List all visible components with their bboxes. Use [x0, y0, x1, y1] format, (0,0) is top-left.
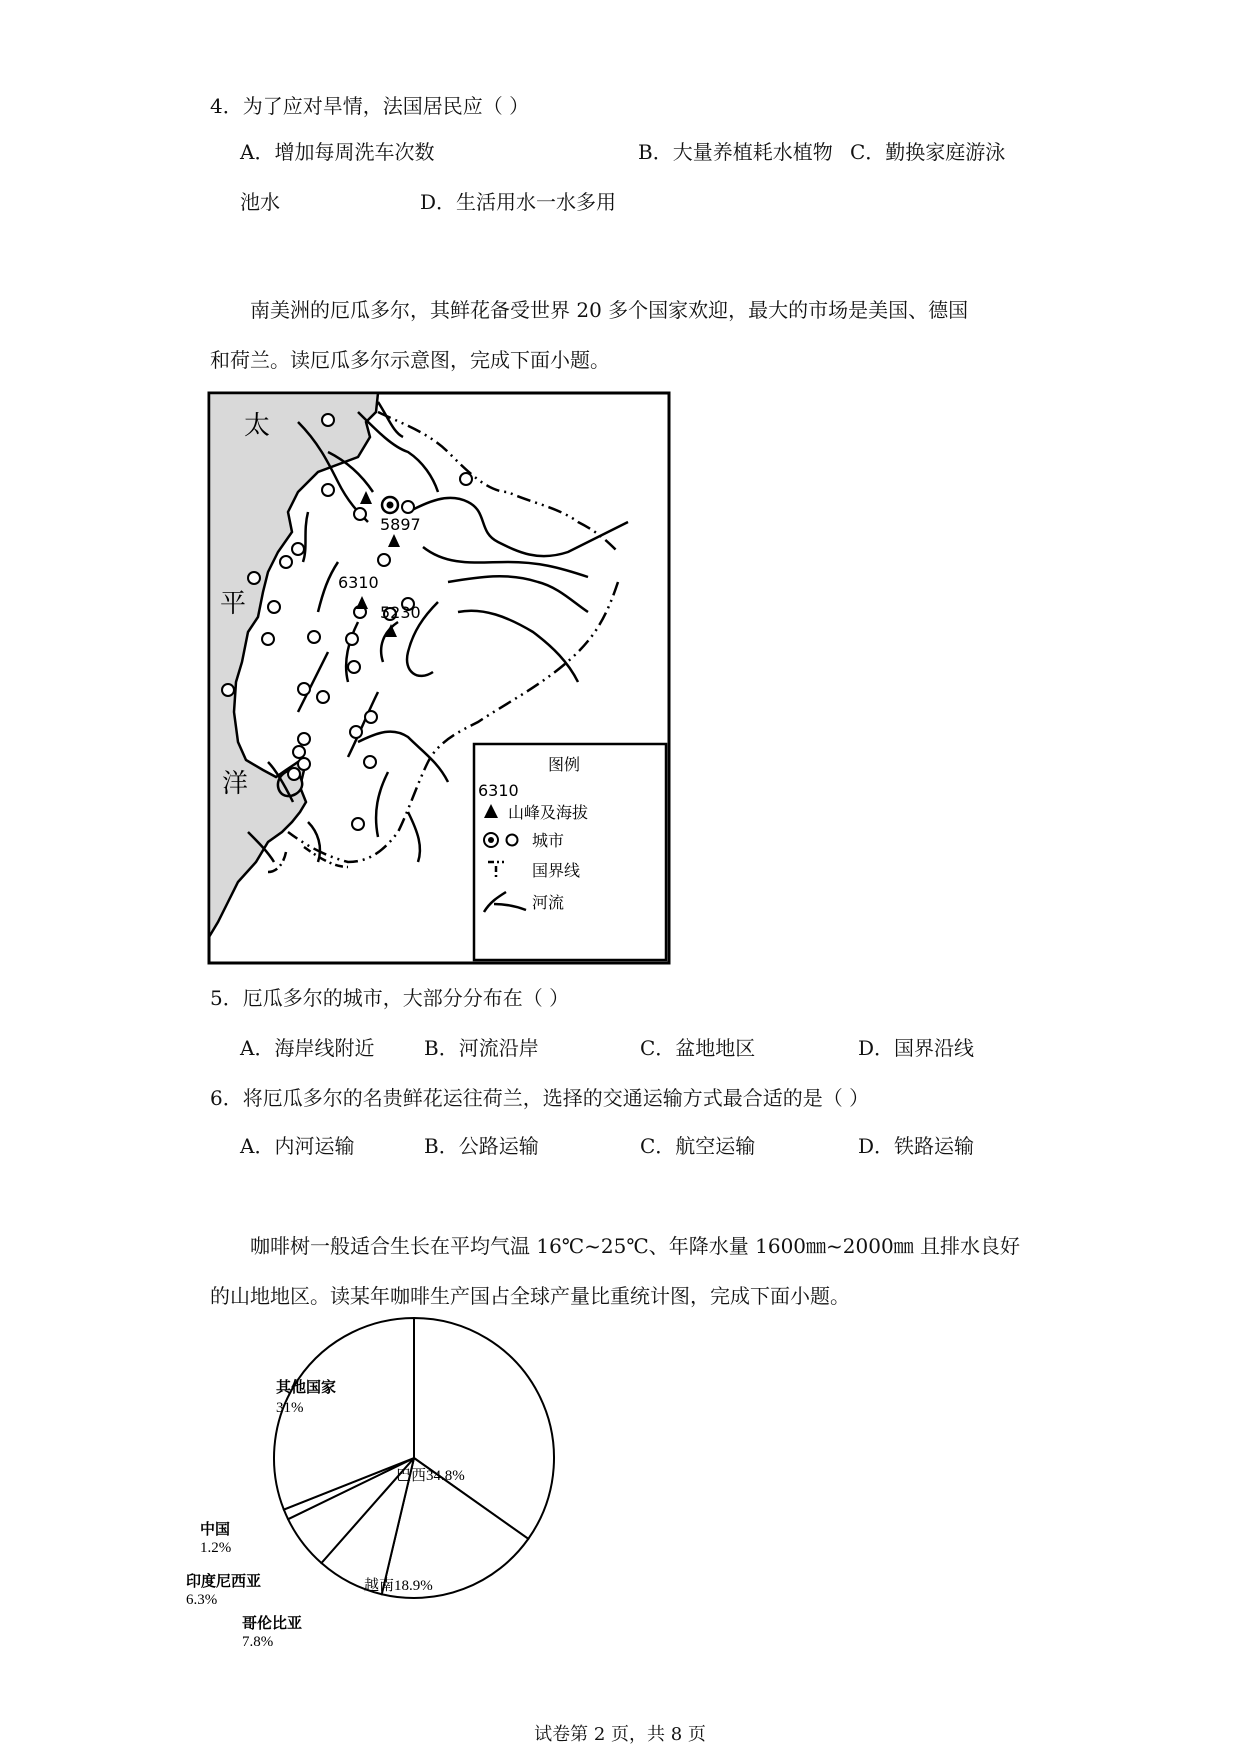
q4-option-a: A．增加每周洗车次数: [240, 140, 435, 164]
capital-city: [382, 497, 398, 513]
pie-label-colombia-name: 哥伦比亚: [242, 1616, 303, 1632]
legend-city-label: 城市: [532, 831, 565, 850]
pie-label-brazil: 巴西34.8%: [396, 1468, 465, 1484]
legend-peak-label: 山峰及海拔: [508, 803, 589, 822]
pie-label-others-value: 31%: [276, 1400, 304, 1416]
q4-option-d: D．生活用水一水多用: [420, 190, 617, 214]
q6-option-a: A．内河运输: [240, 1134, 355, 1158]
q6-stem: 6．将厄瓜多尔的名贵鲜花运往荷兰，选择的交通运输方式最合适的是（ ）: [210, 1086, 870, 1110]
q5-option-a: A．海岸线附近: [240, 1036, 375, 1060]
peak-label-5897: 5897: [380, 515, 421, 534]
pie-label-china-value: 1.2%: [200, 1540, 232, 1556]
pie-label-colombia-value: 7.8%: [242, 1634, 274, 1650]
intro-coffee-line1: 咖啡树一般适合生长在平均气温 16℃~25℃、年降水量 1600㎜~2000㎜ 且排水良好: [250, 1234, 1021, 1258]
pie-label-indonesia-value: 6.3%: [186, 1592, 218, 1608]
coffee-pie-chart: [186, 1310, 580, 1650]
q5-option-d: D．国界沿线: [858, 1036, 975, 1060]
peak-label-6310: 6310: [338, 573, 379, 592]
legend-peak-sample: 6310: [478, 781, 519, 800]
q5-option-c: C．盆地地区: [640, 1036, 756, 1060]
q6-option-b: B．公路运输: [424, 1134, 539, 1158]
q5-option-b: B．河流沿岸: [424, 1036, 539, 1060]
q6-option-c: C．航空运输: [640, 1134, 756, 1158]
ocean-char-1: 太: [244, 411, 271, 441]
legend-river-label: 河流: [532, 893, 565, 912]
q4-option-c-cont: 池水: [240, 190, 280, 214]
q4-stem: 4．为了应对旱情，法国居民应（ ）: [210, 94, 530, 118]
legend-border-label: 国界线: [532, 861, 581, 880]
page-footer: 试卷第 2 页，共 8 页: [534, 1724, 706, 1745]
legend-city-icon: [507, 835, 518, 846]
ocean-char-3: 洋: [222, 769, 249, 799]
q4-option-c: C．勤换家庭游泳: [850, 140, 1006, 164]
q6-option-d: D．铁路运输: [858, 1134, 975, 1158]
intro-ecuador-line1: 南美洲的厄瓜多尔，其鲜花备受世界 20 多个国家欢迎，最大的市场是美国、德国: [250, 298, 969, 322]
peak-label-5230: 5230: [380, 603, 421, 622]
q5-stem: 5．厄瓜多尔的城市，大部分分布在（ ）: [210, 986, 570, 1010]
intro-ecuador-line2: 和荷兰。读厄瓜多尔示意图，完成下面小题。: [210, 348, 610, 372]
ecuador-map: [208, 392, 670, 964]
map-legend: [474, 744, 666, 960]
pie-label-vietnam: 越南18.9%: [364, 1578, 433, 1594]
pie-label-others-name: 其他国家: [276, 1380, 337, 1396]
pie-label-china-name: 中国: [200, 1522, 231, 1538]
pie-label-indonesia-name: 印度尼西亚: [186, 1574, 262, 1590]
intro-coffee-line2: 的山地地区。读某年咖啡生产国占全球产量比重统计图，完成下面小题。: [210, 1284, 850, 1308]
q4-option-b: B．大量养植耗水植物: [638, 140, 833, 164]
ocean-char-2: 平: [220, 589, 247, 619]
legend-title: 图例: [548, 755, 581, 774]
